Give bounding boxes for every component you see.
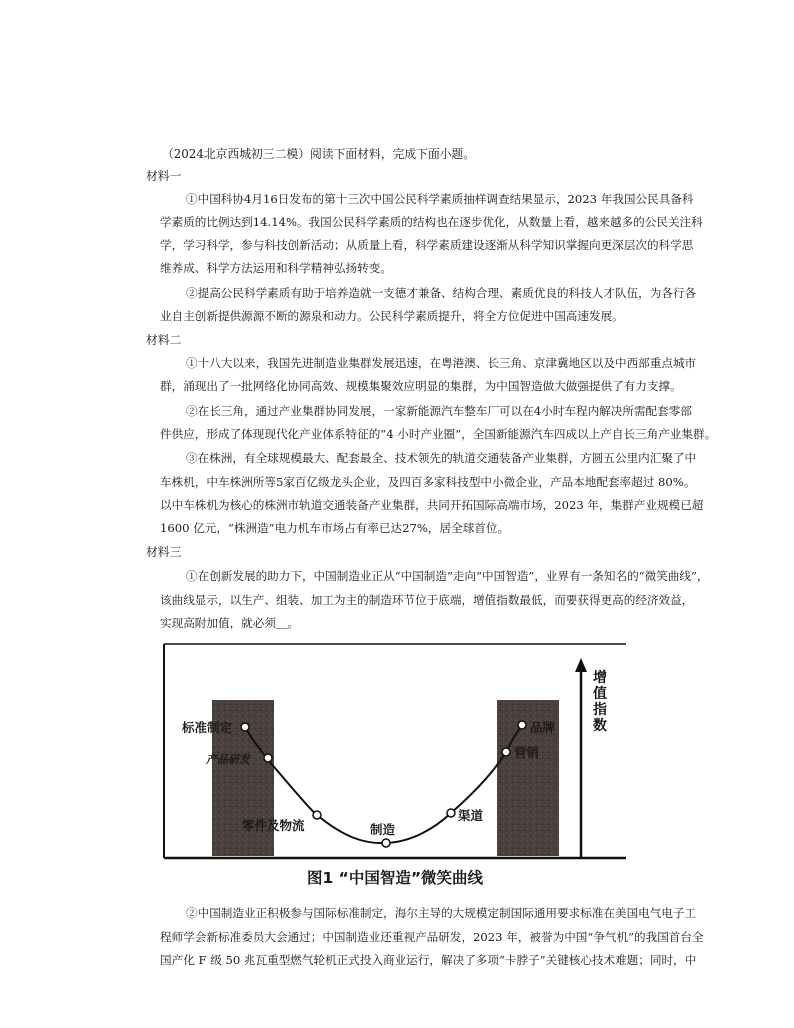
material-1-p1-line4: 维养成、科学方法运用和科学精神弘扬转变。 — [160, 261, 392, 275]
label-parts-logistics: 零件及物流 — [242, 818, 305, 833]
material-1-p2-line2: 业自主创新提供源源不断的源泉和动力。公民科学素质提升，将全方位促进中国高速发展。 — [160, 309, 624, 323]
material-3-p1-line2: 该曲线显示，以生产、组装、加工为主的制造环节位于底端，增值指数最低，而要获得更高的经济效益， — [160, 593, 694, 607]
material-3-p2-line2: 程师学会新标准委员大会通过；中国制造业还重视产品研发，2023 年，被誉为中国“争气机”的我国首台全 — [160, 930, 704, 944]
material-2-p3-line1: ③在株洲，有全球规模最大、配套最全、技术领先的轨道交通装备产业集群，方圆五公里内汇聚了中 — [186, 451, 697, 465]
material-2-p1-line2: 群，涌现出了一批网络化协同高效、规模集聚效应明显的集群，为中国智造做大做强提供了有力支撑。 — [160, 379, 682, 393]
label-brand: 品牌 — [530, 720, 556, 735]
material-1-label: 材料一 — [146, 169, 182, 183]
curve-point-7 — [518, 721, 526, 729]
question-intro: （2024北京西城初三二模）阅读下面材料，完成下面小题。 — [162, 147, 476, 161]
material-1-p1-line3: 学，学习科学，参与科技创新活动；从质量上看，科学素质建设逐渐从科学知识掌握向更深层次的科学思 — [160, 238, 694, 252]
label-standard-setting: 标准制定 — [182, 720, 233, 735]
material-2-p2-line1: ②在长三角，通过产业集群协同发展，一家新能源汽车整车厂可以在4小时车程内解决所需配套零部 — [186, 404, 692, 418]
material-2-p2-line2: 件供应，形成了体现现代化产业体系特征的“4 小时产业圈”，全国新能源汽车四成以上产自长三角产业集群。 — [160, 427, 717, 441]
figure-caption: 图1 “中国智造”微笑曲线 — [306, 869, 484, 887]
material-1-p1-line2: 学素质的比例达到14.14%。我国公民科学素质的结构也在逐步优化，从数量上看，越来越多的公民关注科 — [160, 215, 703, 229]
material-2-label: 材料二 — [146, 333, 182, 347]
curve-point-1 — [241, 723, 249, 731]
label-product-rd: 产品研发 — [206, 753, 250, 766]
y-axis-label-char-4: 数 — [593, 718, 607, 734]
smile-curve-figure — [160, 640, 630, 866]
y-axis-label-char-1: 增 — [593, 670, 607, 686]
curve-point-5 — [447, 809, 455, 817]
material-1-p1-line1: ①中国科协4月16日发布的第十三次中国公民科学素质抽样调查结果显示，2023 年我国公民具备科 — [186, 192, 694, 206]
material-1-p2-line1: ②提高公民科学素质有助于培养造就一支德才兼备、结构合理、素质优良的科技人才队伍，为各行各 — [186, 286, 697, 300]
material-2-p3-line4: 1600 亿元，“株洲造”电力机车市场占有率已达27%，居全球首位。 — [160, 521, 510, 535]
curve-point-2 — [264, 754, 272, 762]
material-2-p3-line2: 车株机，中车株洲所等5家百亿级龙头企业，及四百多家科技型中小微企业，产品本地配套率超过 80%。 — [160, 475, 696, 489]
material-2-p3-line3: 以中车株机为核心的株洲市轨道交通装备产业集群，共同开拓国际高端市场，2023 年，集群产业规模已超 — [160, 498, 704, 512]
label-marketing: 营销 — [514, 745, 540, 760]
y-axis-label-char-3: 指 — [593, 702, 607, 718]
curve-point-3 — [313, 811, 321, 819]
material-2-p1-line1: ①十八大以来，我国先进制造业集群发展迅速，在粤港澳、长三角、京津冀地区以及中西部重点城市 — [186, 356, 697, 370]
y-axis-label-char-2: 值 — [593, 686, 607, 702]
y-axis-arrowhead — [575, 658, 587, 672]
material-3-p2-line3: 国产化 F 级 50 兆瓦重型燃气轮机正式投入商业运行，解决了多项“卡脖子”关键核心技术难题；同时，中 — [160, 953, 697, 967]
material-3-label: 材料三 — [146, 545, 182, 559]
material-3-p1-line3: 实现高附加值，就必须＿。 — [160, 616, 300, 630]
curve-point-6 — [502, 748, 510, 756]
material-3-p1-line1: ①在创新发展的助力下，中国制造业正从“中国制造”走向“中国智造”，业界有一条知名的“微笑曲线”， — [186, 569, 709, 583]
material-3-p2-line1: ②中国制造业正积极参与国际标准制定，海尔主导的大规模定制国际通用要求标准在美国电气电子工 — [186, 906, 697, 920]
label-manufacturing: 制造 — [370, 822, 396, 837]
label-channel: 渠道 — [458, 808, 484, 823]
curve-point-4 — [382, 839, 390, 847]
